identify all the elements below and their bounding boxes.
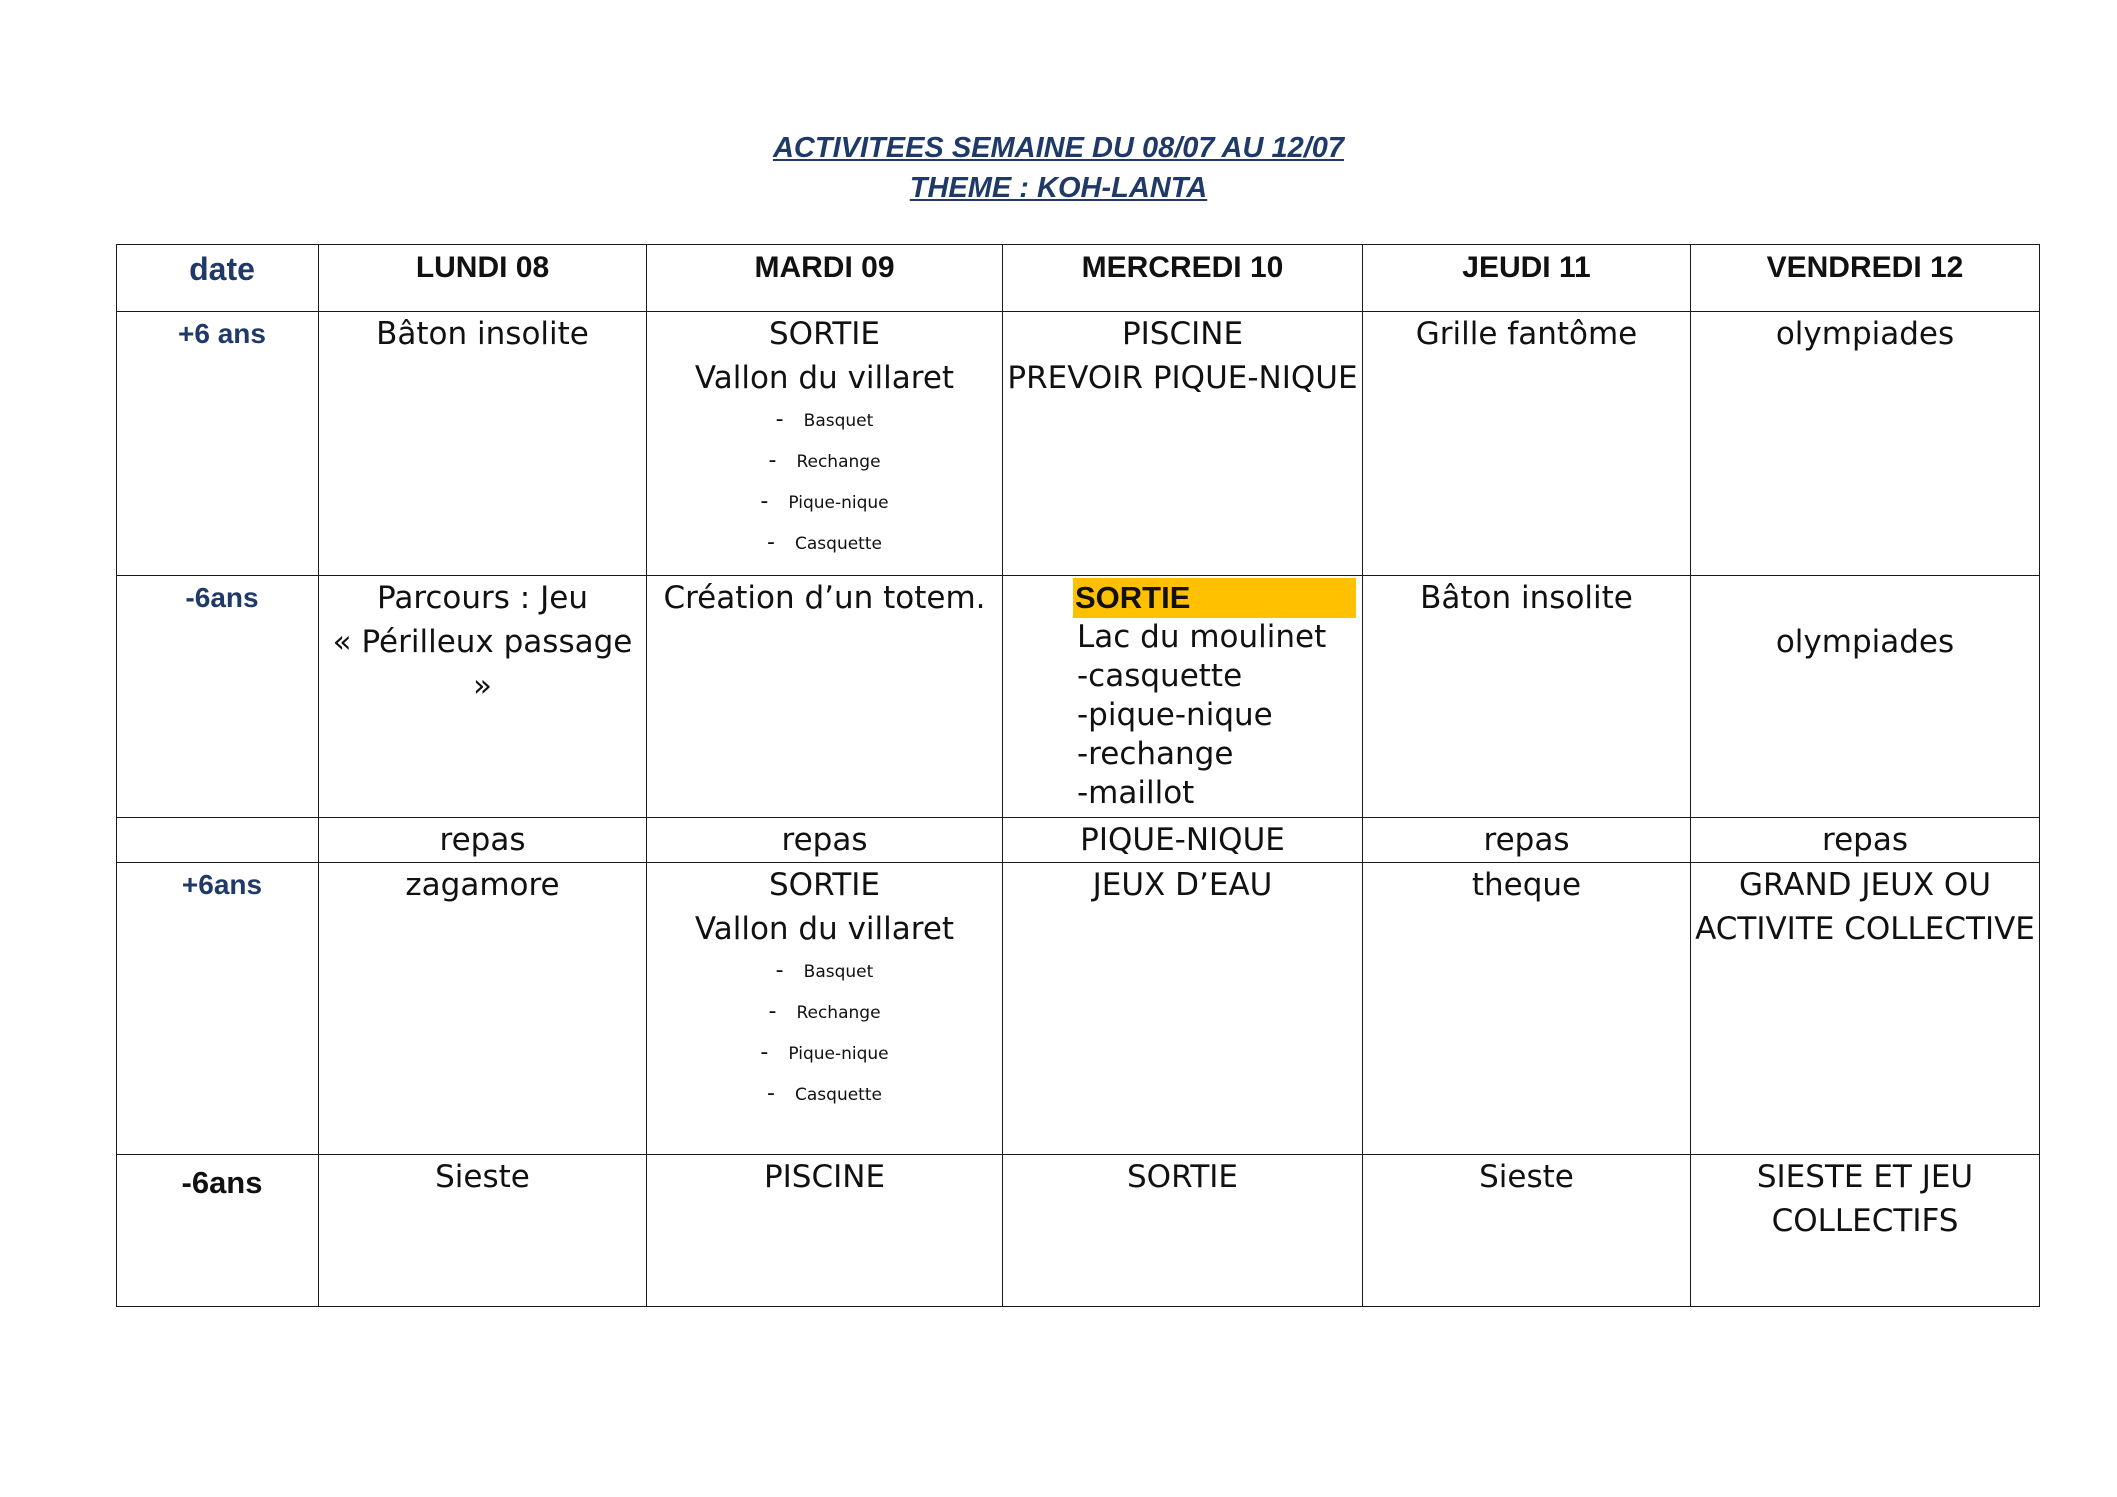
list-item: - Rechange — [768, 999, 881, 1024]
cell-lunch-vendredi: repas — [1691, 818, 2040, 863]
cell-morning-plus6-mardi: SORTIE Vallon du villaret - Basquet - Rechange - Pique-nique - Casquette — [647, 312, 1003, 576]
day-header-mardi: MARDI 09 — [647, 245, 1003, 312]
row-lunch — [117, 818, 2040, 863]
cell-afternoon-minus6-lundi: Sieste — [319, 1155, 647, 1307]
title-line-week: ACTIVITEES SEMAINE DU 08/07 AU 12/07 — [772, 132, 1345, 164]
cell-lunch-mardi: repas — [647, 818, 1003, 863]
list-item: -rechange — [1077, 736, 1234, 772]
row-label-morning-plus6: +6 ans — [117, 312, 319, 576]
row-afternoon-minus6 — [117, 1155, 2040, 1307]
cell-afternoon-minus6-vendredi: SIESTE ET JEU COLLECTIFS — [1691, 1155, 2040, 1307]
list-item: - Casquette — [767, 1081, 882, 1106]
list-item: - Rechange — [768, 448, 881, 473]
list-item: -pique-nique — [1077, 697, 1273, 733]
activity-schedule-table — [116, 244, 2040, 1307]
cell-morning-minus6-mardi: Création d’un totem. — [647, 576, 1003, 818]
row-morning-plus6 — [117, 312, 2040, 576]
row-label-morning-minus6: -6ans — [117, 576, 319, 818]
header-row — [117, 245, 2040, 312]
day-header-vendredi: VENDREDI 12 — [1691, 245, 2040, 312]
list-item: -maillot — [1077, 775, 1195, 811]
cell-lunch-mercredi: PIQUE-NIQUE — [1003, 818, 1363, 863]
cell-afternoon-plus6-mardi: SORTIE Vallon du villaret - Basquet - Rechange - Pique-nique - Casquette — [647, 863, 1003, 1155]
list-item: -casquette — [1077, 658, 1243, 694]
list-item: - Pique-nique — [760, 489, 889, 514]
cell-morning-minus6-jeudi: Bâton insolite — [1363, 576, 1691, 818]
cell-lunch-lundi: repas — [319, 818, 647, 863]
day-header-mercredi: MERCREDI 10 — [1003, 245, 1363, 312]
row-label-afternoon-minus6: -6ans — [117, 1155, 319, 1307]
list-item: - Pique-nique — [760, 1040, 889, 1065]
date-label: date — [189, 251, 255, 287]
row-afternoon-plus6 — [117, 863, 2040, 1155]
cell-morning-plus6-vendredi: olympiades — [1691, 312, 2040, 576]
list-item: - Casquette — [767, 530, 882, 555]
corner-cell — [117, 245, 319, 312]
list-item: - Basquet — [775, 407, 874, 432]
cell-afternoon-plus6-lundi: zagamore — [319, 863, 647, 1155]
cell-afternoon-plus6-jeudi: theque — [1363, 863, 1691, 1155]
cell-morning-minus6-vendredi: olympiades — [1691, 576, 2040, 818]
list-item: - Basquet — [775, 958, 874, 983]
day-header-lundi: LUNDI 08 — [319, 245, 647, 312]
cell-morning-minus6-mercredi — [1003, 576, 1363, 818]
row-label-lunch — [117, 818, 319, 863]
cell-afternoon-plus6-vendredi: GRAND JEUX OU ACTIVITE COLLECTIVE — [1691, 863, 2040, 1155]
row-morning-minus6 — [117, 576, 2040, 818]
highlighted-sortie: SORTIE — [1073, 578, 1356, 618]
cell-afternoon-minus6-jeudi: Sieste — [1363, 1155, 1691, 1307]
cell-afternoon-minus6-mercredi: SORTIE — [1003, 1155, 1363, 1307]
list-item: Lac du moulinet — [1077, 619, 1327, 655]
cell-morning-plus6-mercredi: PISCINE PREVOIR PIQUE-NIQUE — [1003, 312, 1363, 576]
cell-lunch-jeudi: repas — [1363, 818, 1691, 863]
cell-afternoon-minus6-mardi: PISCINE — [647, 1155, 1003, 1307]
cell-morning-plus6-lundi: Bâton insolite — [319, 312, 647, 576]
title-line-theme: THEME : KOH-LANTA — [909, 172, 1208, 204]
day-header-jeudi: JEUDI 11 — [1363, 245, 1691, 312]
document-title — [0, 128, 2117, 208]
cell-afternoon-plus6-mercredi: JEUX D’EAU — [1003, 863, 1363, 1155]
cell-morning-minus6-lundi: Parcours : Jeu « Périlleux passage » — [319, 576, 647, 818]
row-label-afternoon-plus6: +6ans — [117, 863, 319, 1155]
cell-morning-plus6-jeudi: Grille fantôme — [1363, 312, 1691, 576]
